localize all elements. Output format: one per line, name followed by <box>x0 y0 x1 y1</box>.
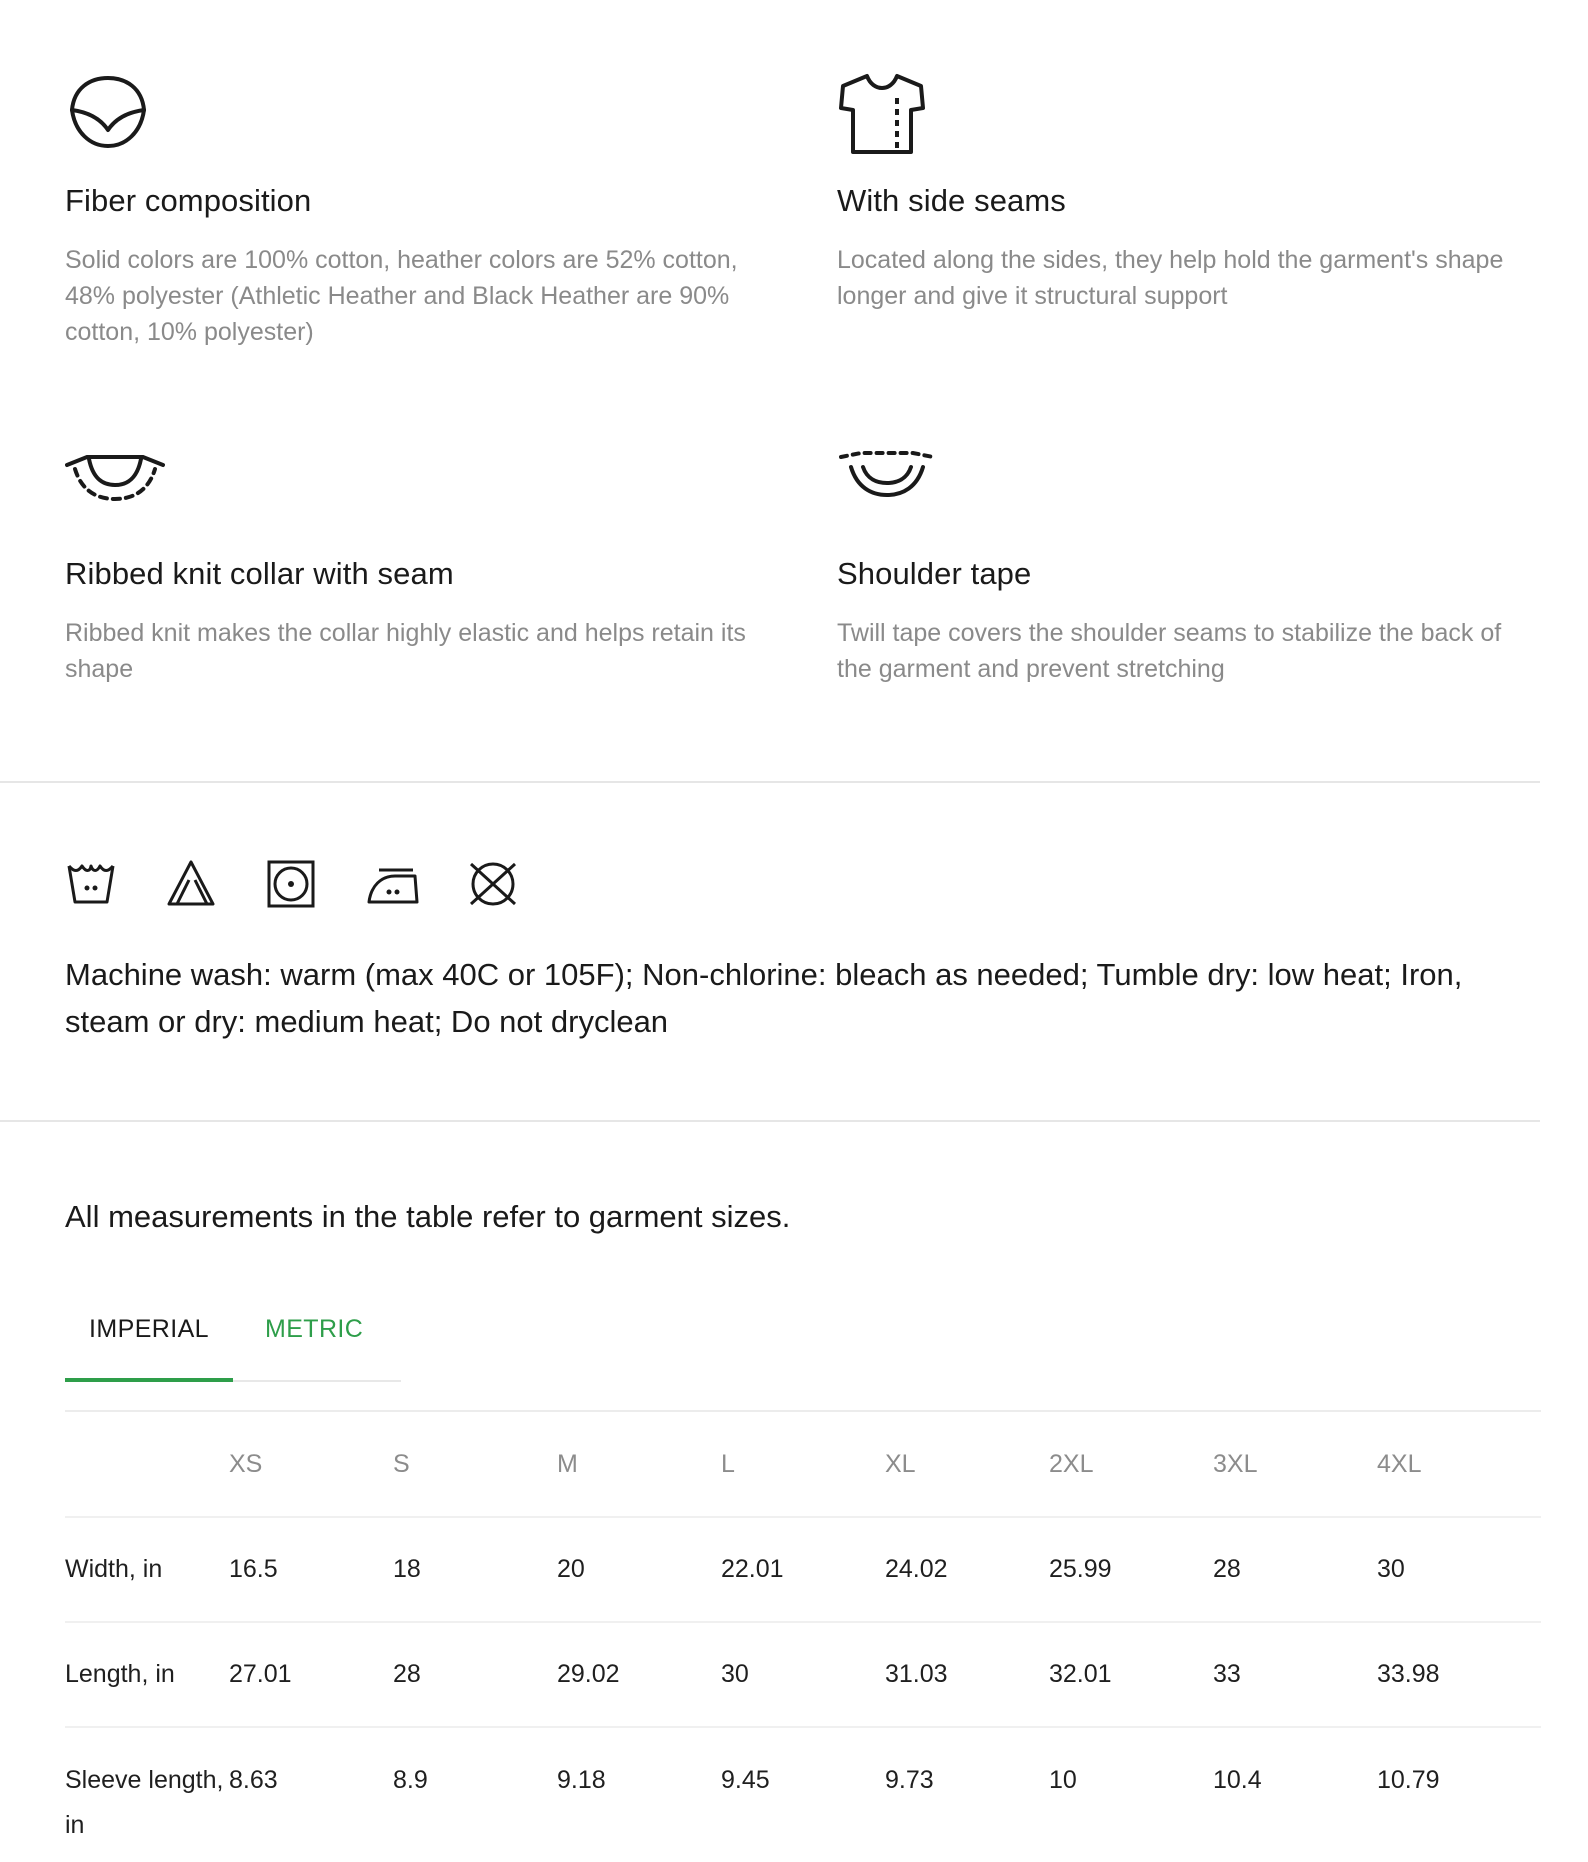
table-cell: 30 <box>721 1622 885 1727</box>
feature-description: Solid colors are 100% cotton, heather colors are 52% cotton, 48% polyester (Athletic Heather and Black Heather are 90% cotton, 10% polyester) <box>65 246 738 346</box>
table-row <box>65 1622 1541 1727</box>
do-not-dryclean-icon <box>465 858 565 910</box>
row-label: Sleeve length, in <box>65 1766 224 1839</box>
column-header: L <box>721 1411 885 1517</box>
table-cell: 8.9 <box>393 1766 428 1794</box>
table-cell: 10 <box>1049 1766 1077 1794</box>
table-cell: 22.01 <box>721 1517 885 1622</box>
section-divider <box>0 1120 1540 1122</box>
column-header: XS <box>229 1411 393 1517</box>
table-cell: 9.18 <box>557 1766 606 1794</box>
size-note: All measurements in the table refer to garment sizes. <box>65 1199 791 1234</box>
table-cell: 33 <box>1213 1622 1377 1727</box>
table-row <box>65 1517 1541 1622</box>
column-header: 2XL <box>1049 1411 1213 1517</box>
shoulder-tape-icon <box>837 445 1537 555</box>
feature-side-seams <box>837 72 1537 314</box>
table-cell: 10.4 <box>1213 1766 1262 1794</box>
feature-title: Ribbed knit collar with seam <box>65 556 454 591</box>
table-cell: 28 <box>1213 1517 1377 1622</box>
table-header-row <box>65 1411 1541 1517</box>
table-cell: 24.02 <box>885 1517 1049 1622</box>
column-header <box>65 1411 229 1517</box>
feature-title: With side seams <box>837 183 1066 218</box>
tab-metric[interactable]: METRIC <box>265 1315 364 1343</box>
table-cell: 33.98 <box>1377 1622 1541 1727</box>
table-cell: 25.99 <box>1049 1517 1213 1622</box>
column-header: 4XL <box>1377 1411 1541 1517</box>
table-cell: 8.63 <box>229 1766 278 1794</box>
table-cell: 10.79 <box>1377 1766 1440 1794</box>
feature-description: Twill tape covers the shoulder seams to stabilize the back of the garment and prevent stretching <box>837 619 1502 683</box>
tshirt-icon <box>837 72 1537 182</box>
size-table <box>65 1410 1541 1861</box>
table-cell: 9.45 <box>721 1766 770 1794</box>
row-label: Length, in <box>65 1622 229 1727</box>
table-cell: 27.01 <box>229 1622 393 1727</box>
table-cell: 9.73 <box>885 1766 934 1794</box>
feature-description: Located along the sides, they help hold the garment's shape longer and give it structural support <box>837 246 1504 310</box>
feature-shoulder-tape <box>837 445 1537 687</box>
tab-imperial[interactable]: IMPERIAL <box>65 1300 233 1380</box>
column-header: S <box>393 1411 557 1517</box>
table-cell: 32.01 <box>1049 1622 1213 1727</box>
tumble-dry-low-icon <box>265 858 365 910</box>
unit-tabs <box>65 1300 401 1382</box>
table-cell: 28 <box>393 1622 557 1727</box>
care-icons <box>65 858 565 910</box>
iron-medium-icon <box>365 858 465 910</box>
section-divider <box>0 781 1540 783</box>
feature-title: Shoulder tape <box>837 556 1032 591</box>
feature-ribbed-collar <box>65 445 765 687</box>
table-cell: 30 <box>1377 1517 1541 1622</box>
table-cell: 29.02 <box>557 1622 721 1727</box>
column-header: M <box>557 1411 721 1517</box>
non-chlorine-bleach-icon <box>165 858 265 910</box>
care-instructions: Machine wash: warm (max 40C or 105F); Non-chlorine: bleach as needed; Tumble dry: low heat; Iron, steam or dry: medium heat; Do not dryclean <box>65 957 1463 1039</box>
feature-fiber-composition <box>65 72 765 350</box>
row-label: Width, in <box>65 1517 229 1622</box>
leaf-icon <box>65 72 765 182</box>
column-header: XL <box>885 1411 1049 1517</box>
column-header: 3XL <box>1213 1411 1377 1517</box>
table-cell: 20 <box>557 1517 721 1622</box>
table-cell: 31.03 <box>885 1622 1049 1727</box>
feature-description: Ribbed knit makes the collar highly elastic and helps retain its shape <box>65 619 746 683</box>
table-cell: 16.5 <box>229 1517 393 1622</box>
feature-title: Fiber composition <box>65 183 312 218</box>
wash-warm-icon <box>65 858 165 910</box>
table-cell: 18 <box>393 1517 557 1622</box>
table-row <box>65 1727 1541 1861</box>
ribbed-collar-icon <box>65 445 765 555</box>
